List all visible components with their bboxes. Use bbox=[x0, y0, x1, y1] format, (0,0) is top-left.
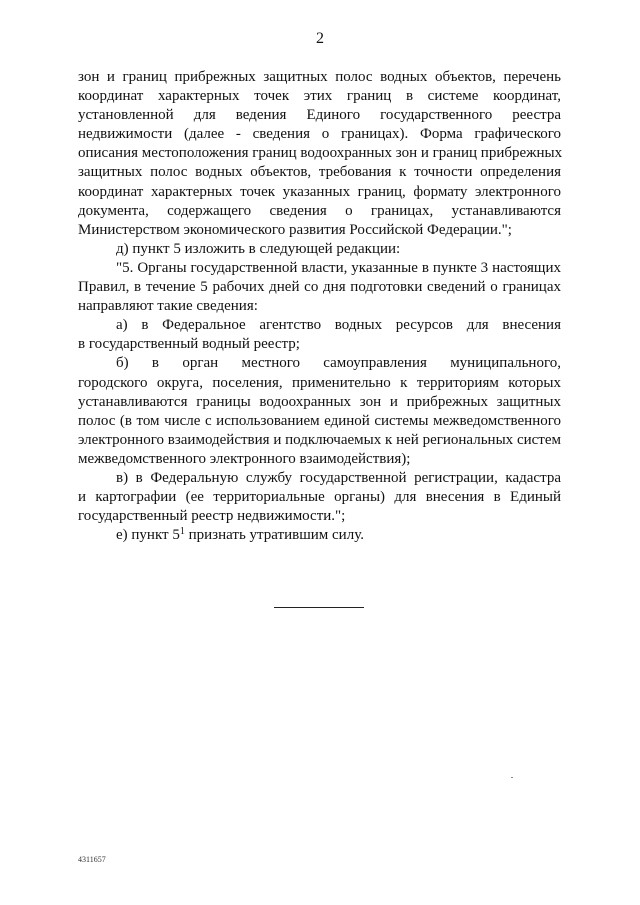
text-line: зон и границ прибрежных защитных полос водных объектов, перечень bbox=[78, 69, 561, 85]
text-line bbox=[78, 526, 561, 545]
text-line: государственный реестр недвижимости."; bbox=[78, 508, 346, 525]
text-line: в государственный водный реестр; bbox=[78, 336, 300, 353]
text-line: Правил, в течение 5 рабочих дней со дня подготовки сведений о границах bbox=[78, 279, 561, 296]
text-line: городского округа, поселения, применительно к территориям которых bbox=[78, 374, 561, 391]
text-line: координат характерных точек указанных границ, формату электронного bbox=[78, 183, 561, 200]
text-line: в) в Федеральную службу государственной регистрации, кадастра bbox=[116, 469, 561, 486]
text-line: межведомственного электронного взаимодействия); bbox=[78, 450, 411, 467]
text-line: д) пункт 5 изложить в следующей редакции: bbox=[116, 240, 401, 257]
superscript: 1 bbox=[179, 526, 185, 538]
paragraph-point-5 bbox=[78, 259, 561, 316]
text-line: установленной для ведения Единого государственного реестра bbox=[78, 107, 561, 124]
paragraph-item-a bbox=[78, 316, 561, 354]
text-line: полос (в том числе с использованием единой системы межведомственного bbox=[78, 412, 561, 429]
text-line: б) в орган местного самоуправления муниципального, bbox=[116, 355, 561, 372]
scan-dot bbox=[511, 777, 513, 778]
text-line: а) в Федеральное агентство водных ресурсов для внесения bbox=[116, 317, 561, 334]
paragraph-item-b bbox=[78, 354, 561, 469]
item-e-text: е) пункт 5 bbox=[116, 527, 180, 544]
text-line: описания местоположения границ водоохранных зон и границ прибрежных bbox=[78, 145, 563, 162]
text-line: устанавливаются границы водоохранных зон и прибрежных защитных bbox=[78, 393, 561, 410]
item-e-text-end: признать утратившим силу. bbox=[184, 527, 364, 544]
text-line: недвижимости (далее - сведения о границах). Форма графического bbox=[78, 126, 561, 143]
paragraph-item-d bbox=[78, 240, 561, 259]
text-line: координат характерных точек этих границ в системе координат, bbox=[78, 88, 561, 105]
text-line: документа, содержащего сведения о границах, устанавливаются bbox=[78, 202, 561, 219]
end-rule bbox=[274, 607, 364, 608]
document-body bbox=[78, 68, 561, 545]
text-line: и картографии (ее территориальные органы) для внесения в Единый bbox=[78, 489, 561, 506]
paragraph-item-v bbox=[78, 469, 561, 526]
document-number: 4311657 bbox=[78, 855, 106, 864]
paragraph-continuation bbox=[78, 68, 561, 240]
text-line: направляют такие сведения: bbox=[78, 298, 258, 315]
paragraph-item-e bbox=[78, 526, 561, 545]
page-number: 2 bbox=[316, 30, 324, 47]
text-line: электронного взаимодействия и подключаемых к ней региональных систем bbox=[78, 431, 561, 448]
text-line: Министерством экономического развития Российской Федерации."; bbox=[78, 221, 512, 238]
text-line: защитных полос водных объектов, требования к точности определения bbox=[78, 164, 561, 181]
text-line: "5. Органы государственной власти, указанные в пункте 3 настоящих bbox=[116, 259, 561, 276]
